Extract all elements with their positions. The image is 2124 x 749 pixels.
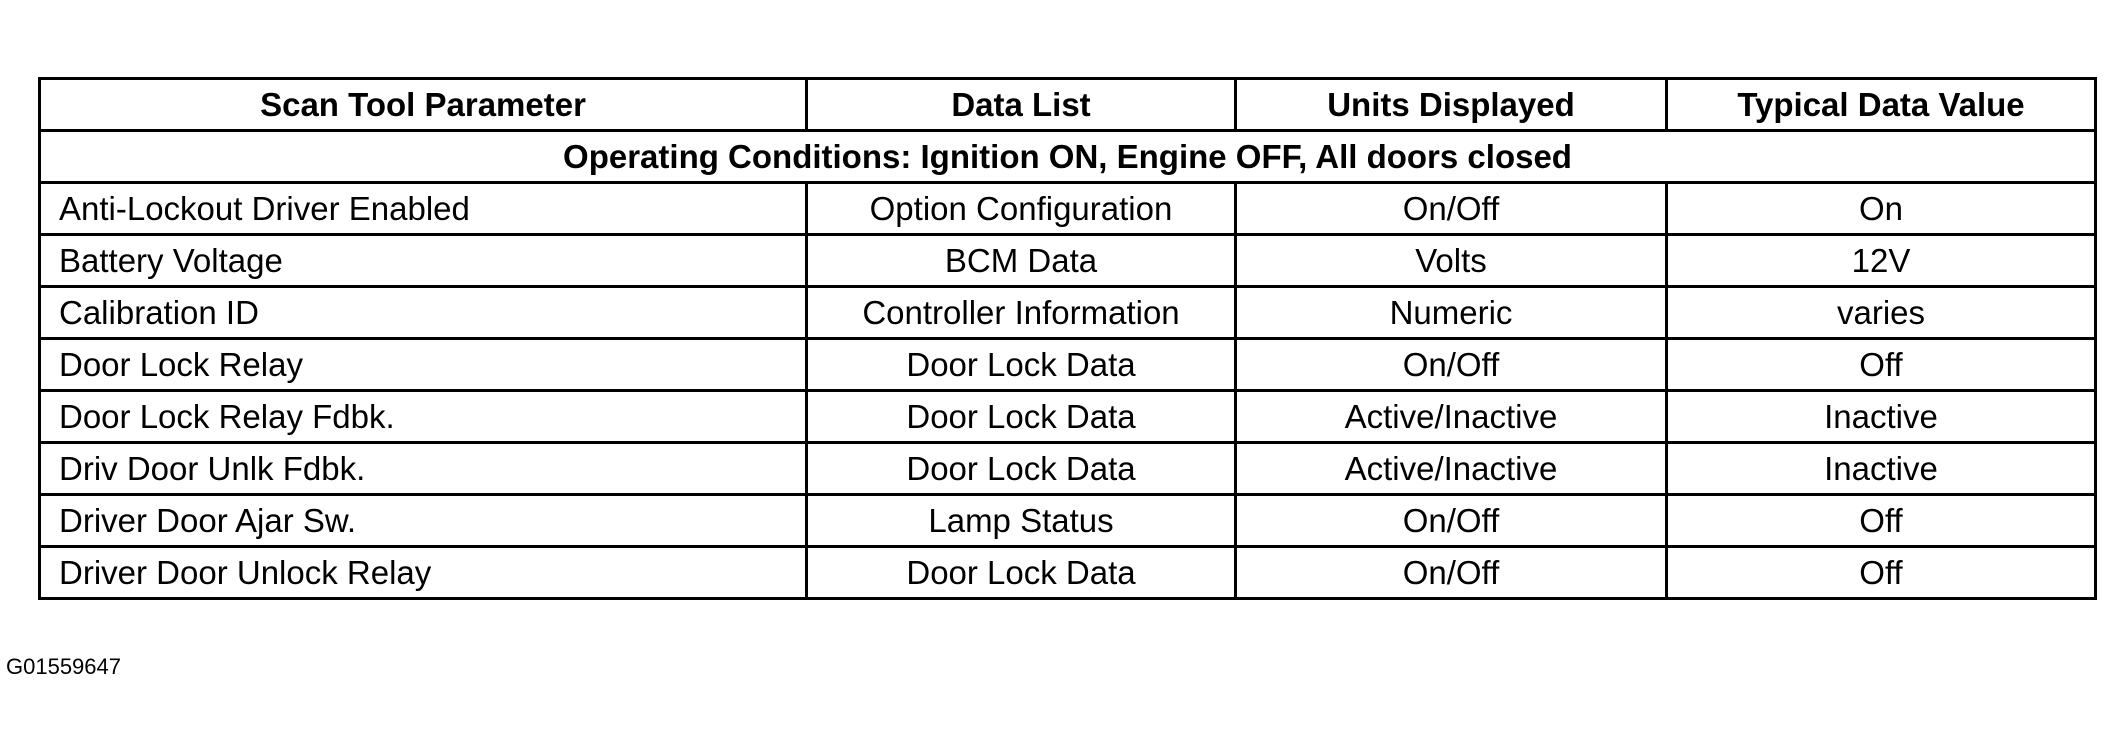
scan-tool-table-container	[38, 77, 2094, 600]
header-scan-tool-parameter: Scan Tool Parameter	[40, 79, 807, 131]
cell-units: On/Off	[1236, 183, 1667, 235]
cell-units: Active/Inactive	[1236, 391, 1667, 443]
cell-data-list: BCM Data	[807, 235, 1236, 287]
cell-parameter: Anti-Lockout Driver Enabled	[40, 183, 807, 235]
table-row	[40, 287, 2096, 339]
cell-parameter: Driver Door Unlock Relay	[40, 547, 807, 599]
cell-parameter: Battery Voltage	[40, 235, 807, 287]
cell-units: Active/Inactive	[1236, 443, 1667, 495]
cell-typical-value: On	[1667, 183, 2096, 235]
table-row	[40, 391, 2096, 443]
scan-tool-data-table	[38, 77, 2097, 600]
cell-parameter: Door Lock Relay Fdbk.	[40, 391, 807, 443]
header-units-displayed: Units Displayed	[1236, 79, 1667, 131]
cell-typical-value: Off	[1667, 495, 2096, 547]
operating-conditions-title: Operating Conditions: Ignition ON, Engine OFF, All doors closed	[40, 131, 2096, 183]
cell-typical-value: Off	[1667, 547, 2096, 599]
table-row	[40, 443, 2096, 495]
cell-parameter: Calibration ID	[40, 287, 807, 339]
cell-units: Numeric	[1236, 287, 1667, 339]
cell-data-list: Door Lock Data	[807, 339, 1236, 391]
table-row	[40, 547, 2096, 599]
cell-units: On/Off	[1236, 547, 1667, 599]
table-row	[40, 235, 2096, 287]
cell-units: On/Off	[1236, 495, 1667, 547]
cell-typical-value: Inactive	[1667, 391, 2096, 443]
cell-parameter: Door Lock Relay	[40, 339, 807, 391]
cell-data-list: Door Lock Data	[807, 391, 1236, 443]
cell-parameter: Driver Door Ajar Sw.	[40, 495, 807, 547]
cell-data-list: Option Configuration	[807, 183, 1236, 235]
section-row	[40, 131, 2096, 183]
cell-units: On/Off	[1236, 339, 1667, 391]
header-typical-data-value: Typical Data Value	[1667, 79, 2096, 131]
cell-typical-value: 12V	[1667, 235, 2096, 287]
figure-id-label: G01559647	[6, 654, 121, 679]
cell-typical-value: varies	[1667, 287, 2096, 339]
cell-data-list: Door Lock Data	[807, 547, 1236, 599]
cell-data-list: Lamp Status	[807, 495, 1236, 547]
cell-units: Volts	[1236, 235, 1667, 287]
cell-parameter: Driv Door Unlk Fdbk.	[40, 443, 807, 495]
table-header-row	[40, 79, 2096, 131]
table-row	[40, 183, 2096, 235]
header-data-list: Data List	[807, 79, 1236, 131]
cell-data-list: Door Lock Data	[807, 443, 1236, 495]
table-row	[40, 339, 2096, 391]
cell-data-list: Controller Information	[807, 287, 1236, 339]
cell-typical-value: Off	[1667, 339, 2096, 391]
cell-typical-value: Inactive	[1667, 443, 2096, 495]
table-row	[40, 495, 2096, 547]
